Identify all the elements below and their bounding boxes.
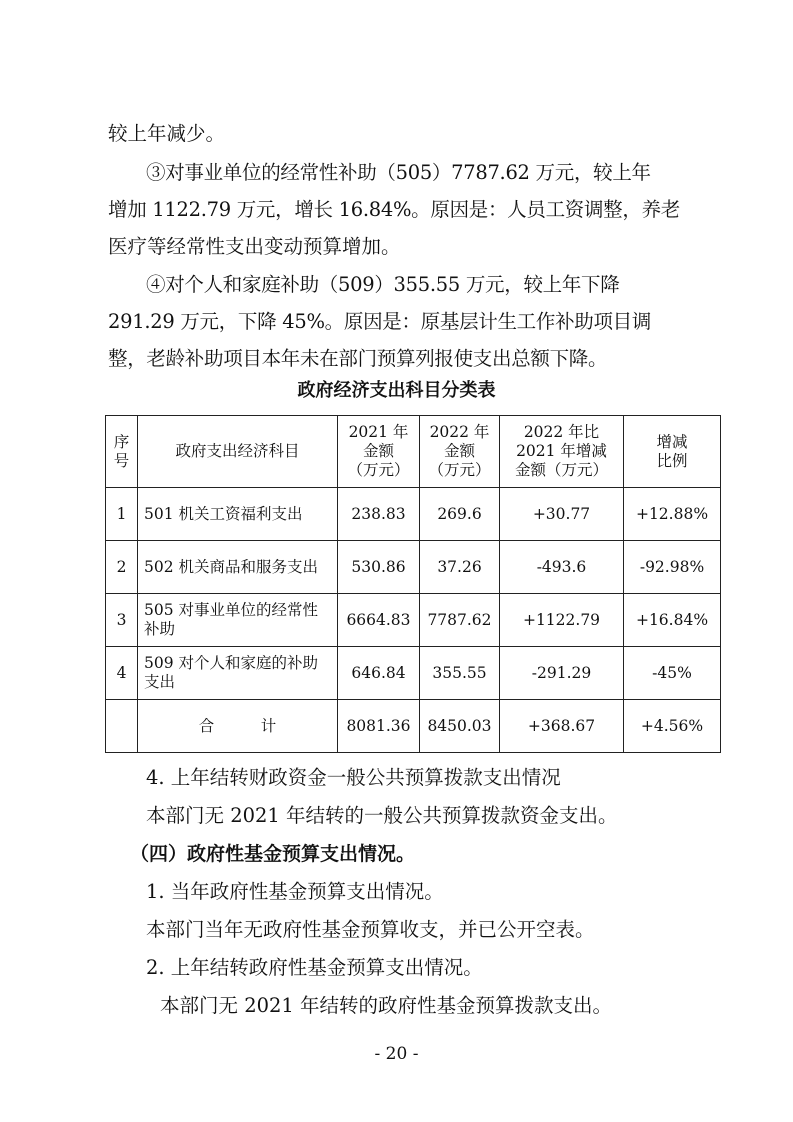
header-seq: 序 号 xyxy=(106,416,138,488)
cell-name: 合 计 xyxy=(138,700,338,753)
paragraph-line: 本部门当年无政府性基金预算收支，并已公开空表。 xyxy=(146,918,595,941)
cell-name: 509 对个人和家庭的补助支出 xyxy=(138,647,338,700)
table-header-row xyxy=(106,416,721,488)
paragraph-line: 整，老龄补助项目本年未在部门预算列报使支出总额下降。 xyxy=(108,347,608,370)
section-subheading: 2. 上年结转政府性基金预算支出情况。 xyxy=(146,956,483,979)
cell-2022: 269.6 xyxy=(420,488,500,541)
cell-2021: 238.83 xyxy=(338,488,420,541)
header-ratio: 增减 比例 xyxy=(624,416,721,488)
paragraph-line: ③对事业单位的经常性补助（505）7787.62 万元，较上年 xyxy=(146,161,651,184)
paragraph-line: 增加 1122.79 万元，增长 16.84%。原因是：人员工资调整，养老 xyxy=(108,198,680,221)
cell-name: 502 机关商品和服务支出 xyxy=(138,541,338,594)
cell-name: 505 对事业单位的经常性补助 xyxy=(138,594,338,647)
paragraph-line: 本部门无 2021 年结转的一般公共预算拨款资金支出。 xyxy=(146,804,618,827)
table-row xyxy=(106,647,721,700)
cell-2021: 646.84 xyxy=(338,647,420,700)
cell-2021: 6664.83 xyxy=(338,594,420,647)
cell-ratio: +16.84% xyxy=(624,594,721,647)
cell-seq: 2 xyxy=(106,541,138,594)
cell-2021: 530.86 xyxy=(338,541,420,594)
cell-name: 501 机关工资福利支出 xyxy=(138,488,338,541)
cell-ratio: -45% xyxy=(624,647,721,700)
cell-diff: -291.29 xyxy=(500,647,624,700)
header-2021: 2021 年 金额 （万元） xyxy=(338,416,420,488)
cell-diff: -493.6 xyxy=(500,541,624,594)
paragraph-line: 医疗等经常性支出变动预算增加。 xyxy=(108,235,401,258)
cell-2022: 7787.62 xyxy=(420,594,500,647)
cell-2022: 355.55 xyxy=(420,647,500,700)
cell-2021: 8081.36 xyxy=(338,700,420,753)
paragraph-line: 较上年减少。 xyxy=(108,122,226,145)
paragraph-line: ④对个人和家庭补助（509）355.55 万元，较上年下降 xyxy=(146,273,620,296)
cell-2022: 37.26 xyxy=(420,541,500,594)
header-diff: 2022 年比 2021 年增减 金额（万元） xyxy=(500,416,624,488)
cell-seq: 1 xyxy=(106,488,138,541)
expenditure-table xyxy=(105,415,721,753)
section-heading: （四）政府性基金预算支出情况。 xyxy=(130,843,416,865)
paragraph-line: 本部门无 2021 年结转的政府性基金预算拨款支出。 xyxy=(160,994,613,1017)
cell-seq xyxy=(106,700,138,753)
header-2022: 2022 年 金额 （万元） xyxy=(420,416,500,488)
table-row xyxy=(106,594,721,647)
cell-seq: 3 xyxy=(106,594,138,647)
cell-seq: 4 xyxy=(106,647,138,700)
cell-2022: 8450.03 xyxy=(420,700,500,753)
cell-diff: +30.77 xyxy=(500,488,624,541)
table-title: 政府经济支出科目分类表 xyxy=(297,380,496,401)
cell-diff: +1122.79 xyxy=(500,594,624,647)
table-row xyxy=(106,541,721,594)
paragraph-line: 291.29 万元，下降 45%。原因是：原基层计生工作补助项目调 xyxy=(108,310,652,333)
cell-ratio: -92.98% xyxy=(624,541,721,594)
table-total-row xyxy=(106,700,721,753)
cell-ratio: +4.56% xyxy=(624,700,721,753)
cell-ratio: +12.88% xyxy=(624,488,721,541)
cell-diff: +368.67 xyxy=(500,700,624,753)
header-name: 政府支出经济科目 xyxy=(138,416,338,488)
table-row xyxy=(106,488,721,541)
section-subheading: 4. 上年结转财政资金一般公共预算拨款支出情况 xyxy=(146,766,561,789)
page-number: - 20 - xyxy=(374,1044,419,1064)
section-subheading: 1. 当年政府性基金预算支出情况。 xyxy=(146,880,444,903)
